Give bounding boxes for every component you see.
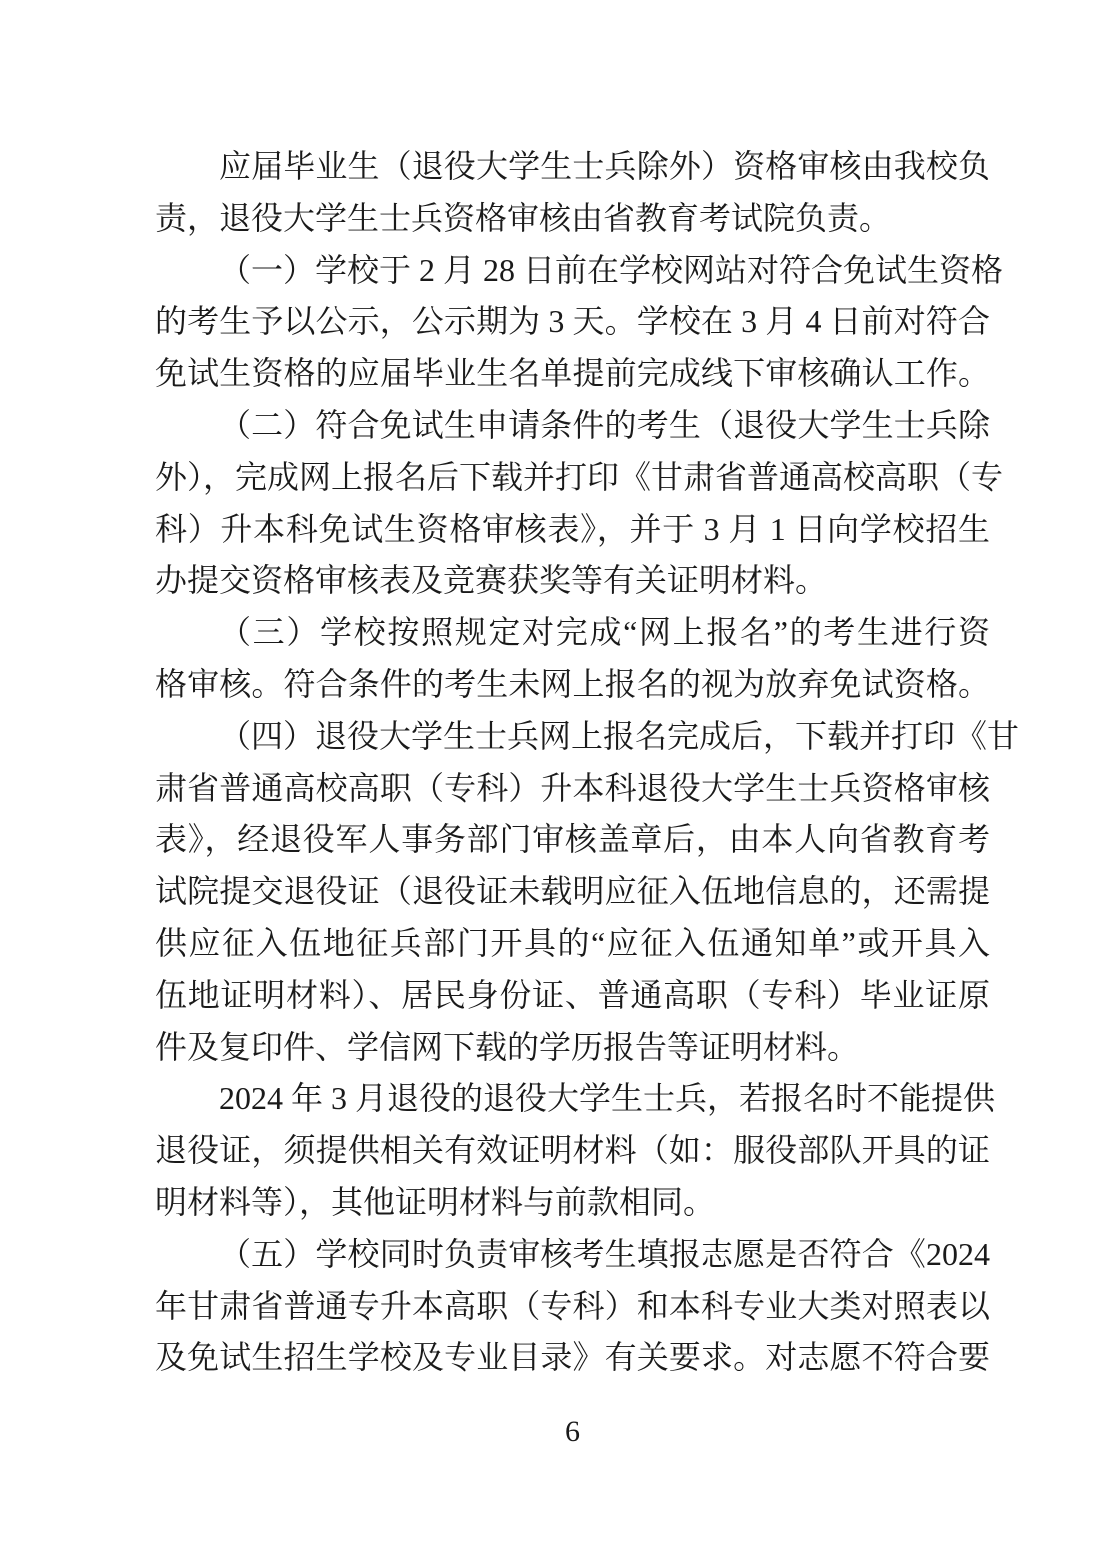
text-line: 外），完成网上报名后下载并打印《甘肃省普通高校高职（专: [155, 458, 1004, 495]
text-line: 的考生予以公示，公示期为 3 天。学校在 3 月 4 日前对符合: [155, 303, 990, 340]
text-line: 明材料等），其他证明材料与前款相同。: [155, 1183, 716, 1220]
text-line: 办提交资格审核表及竞赛获奖等有关证明材料。: [155, 562, 828, 599]
text-line: 肃省普通高校高职（专科）升本科退役大学生士兵资格审核: [155, 769, 990, 806]
text-line: 年甘肃省普通专升本高职（专科）和本科专业大类对照表以: [155, 1287, 990, 1324]
text-line: 科）升本科免试生资格审核表》，并于 3 月 1 日向学校招生: [155, 510, 990, 547]
text-line: 伍地证明材料）、居民身份证、普通高职（专科）毕业证原: [155, 976, 990, 1013]
text-line: 及免试生招生学校及专业目录》有关要求。对志愿不符合要: [155, 1339, 990, 1376]
text-line: 退役证，须提供相关有效证明材料（如：服役部队开具的证: [155, 1132, 990, 1169]
text-line: 应届毕业生（退役大学生士兵除外）资格审核由我校负: [219, 148, 990, 184]
text-line: 免试生资格的应届毕业生名单提前完成线下审核确认工作。: [155, 355, 990, 392]
text-line: 件及复印件、学信网下载的学历报告等证明材料。: [155, 1028, 860, 1065]
text-line: （三）学校按照规定对完成“网上报名”的考生进行资: [219, 614, 990, 651]
text-line: （四）退役大学生士兵网上报名完成后，下载并打印《甘: [219, 717, 1020, 754]
page-number: 6: [565, 1415, 580, 1448]
text-line: （二）符合免试生申请条件的考生（退役大学生士兵除: [219, 406, 990, 443]
text-line: （一）学校于 2 月 28 日前在学校网站对符合免试生资格: [219, 251, 1004, 288]
text-line: 试院提交退役证（退役证未载明应征入伍地信息的，还需提: [155, 873, 990, 910]
text-line: 供应征入伍地征兵部门开具的“应征入伍通知单”或开具入: [155, 924, 990, 961]
text-line: 责，退役大学生士兵资格审核由省教育考试院负责。: [155, 199, 892, 236]
text-line: 表》，经退役军人事务部门审核盖章后，由本人向省教育考: [155, 821, 990, 858]
document-body: [155, 141, 1020, 1384]
text-line: 格审核。符合条件的考生未网上报名的视为放弃免试资格。: [155, 665, 990, 702]
text-line: （五）学校同时负责审核考生填报志愿是否符合《2024: [219, 1235, 990, 1272]
text-line: 2024 年 3 月退役的退役大学生士兵，若报名时不能提供: [219, 1080, 996, 1117]
